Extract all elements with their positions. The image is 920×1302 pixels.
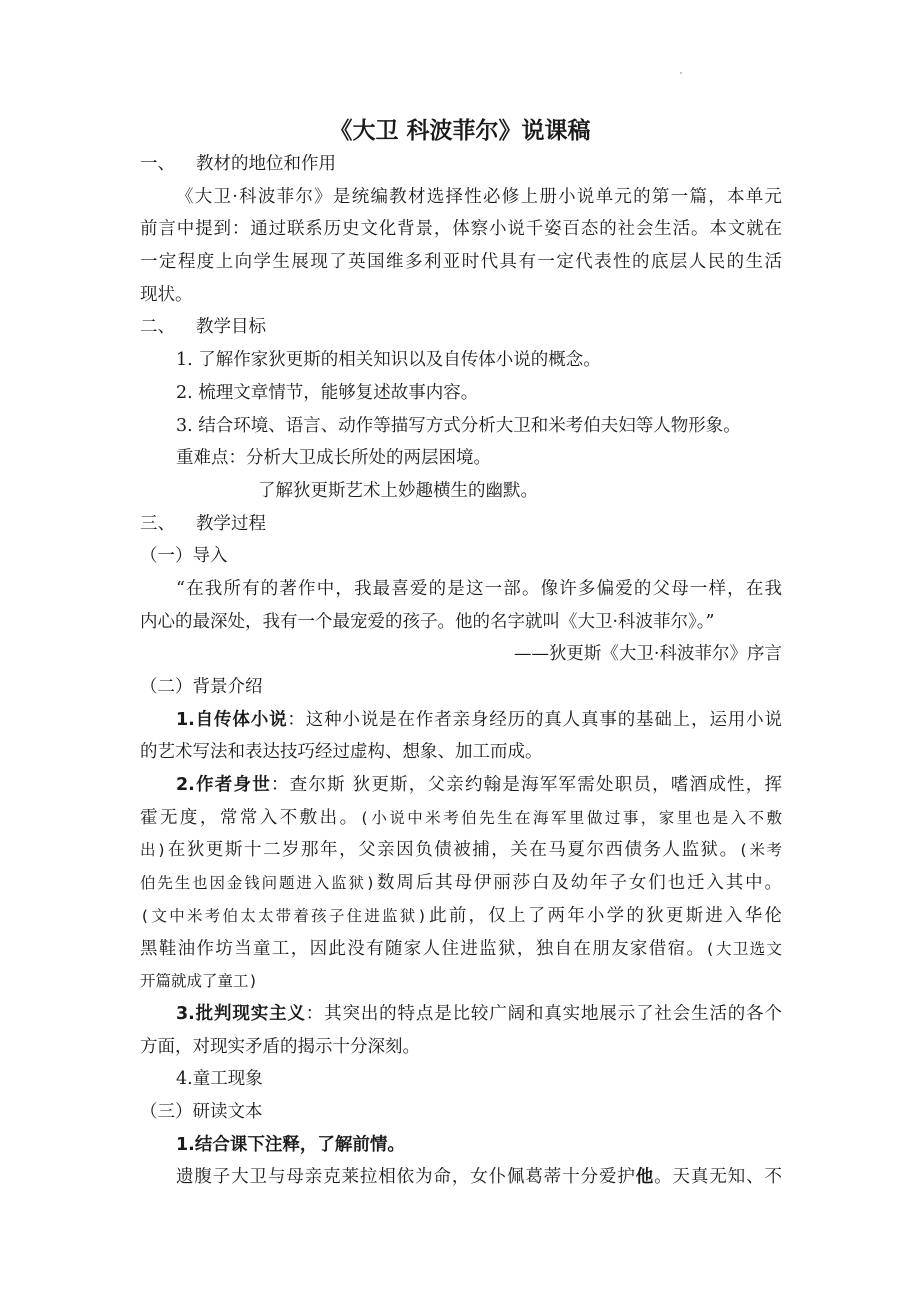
paragraph-line: 的艺术写法和表达技巧经过虚构、想象、加工而成。 bbox=[140, 742, 543, 763]
paragraph-line: 一定程度上向学生展现了英国维多利亚时代具有一定代表性的底层人民的生活 bbox=[140, 252, 782, 273]
paragraph-line: 《大卫·科波菲尔》是统编教材选择性必修上册小说单元的第一篇，本单元 bbox=[176, 186, 782, 207]
subsection-heading: （三）研读文本 bbox=[140, 1101, 263, 1122]
section-title: 教学目标 bbox=[196, 317, 266, 338]
paragraph-line: 2.作者身世：查尔斯 狄更斯，父亲约翰是海军军需处职员，嗜酒成性，挥 bbox=[176, 775, 782, 796]
paragraph-line: (文中米考伯太太带着孩子住进监狱)此前，仅上了两年小学的狄更斯进入华伦 bbox=[140, 905, 783, 926]
paragraph-line: 霍无度，常常入不敷出。(小说中米考伯先生在海军里做过事，家里也是入不敷 bbox=[140, 807, 783, 828]
paragraph-line: 1.自传体小说：这种小说是在作者亲身经历的真人真事的基础上，运用小说 bbox=[176, 709, 782, 730]
quote-line: 内心的最深处，我有一个最宠爱的孩子。他的名字就叫《大卫·科波菲尔》。” bbox=[140, 611, 715, 632]
section-number: 一、 bbox=[140, 154, 175, 174]
term-label: 1.自传体小说 bbox=[176, 709, 288, 730]
annotation-note: 伯先生也因金钱问题进入监狱) bbox=[140, 874, 376, 893]
subsection-heading: （二）背景介绍 bbox=[140, 677, 263, 697]
goal-item: 1. 了解作家狄更斯的相关知识以及自传体小说的概念。 bbox=[176, 350, 601, 371]
term-label: 1.结合课下注释，了解前情。 bbox=[176, 1134, 405, 1155]
paragraph-line: 现状。 bbox=[140, 284, 193, 305]
quote-line: “在我所有的著作中，我最喜爱的是这一部。像许多偏爱的父母一样，在我 bbox=[176, 578, 782, 599]
paragraph-line bbox=[140, 965, 782, 998]
quote-source: ——狄更斯《大卫·科波菲尔》序言 bbox=[513, 644, 782, 665]
paragraph-line bbox=[140, 1129, 782, 1162]
section-heading bbox=[140, 508, 782, 541]
term-label: 3.批判现实主义 bbox=[176, 1003, 306, 1024]
document-title: 《大卫 科波菲尔》说课稿 bbox=[329, 118, 591, 144]
paragraph-line: 前言中提到：通过联系历史文化背景，体察小说千姿百态的社会生活。本文就在 bbox=[140, 219, 782, 240]
term-label: 2.作者身世 bbox=[176, 775, 271, 796]
section-number: 二、 bbox=[140, 317, 175, 338]
annotation-note: 出) bbox=[140, 841, 167, 860]
document-body bbox=[140, 148, 782, 1194]
paragraph-line: 3.批判现实主义：其突出的特点是比较广阔和真实地展示了社会生活的各个 bbox=[176, 1003, 783, 1024]
paragraph-line: 遗腹子大卫与母亲克莱拉相依为命，女仆佩葛蒂十分爱护他。天真无知、不 bbox=[176, 1167, 782, 1188]
key-points bbox=[140, 442, 782, 475]
key-point: 分析大卫成长所处的两层困境。 bbox=[246, 448, 491, 469]
section-number: 三、 bbox=[140, 513, 175, 534]
goal-item: 2. 梳理文章情节，能够复述故事内容。 bbox=[176, 382, 479, 403]
paragraph-line: 出)在狄更斯十二岁那年，父亲因负债被捕，关在马夏尔西债务人监狱。(米考 bbox=[140, 840, 782, 861]
annotation-note: 开篇就成了童工) bbox=[140, 972, 258, 991]
section-heading bbox=[140, 311, 782, 344]
annotation-note: (大卫选文 bbox=[705, 939, 783, 958]
key-point: 了解狄更斯艺术上妙趣横生的幽默。 bbox=[258, 480, 538, 501]
paragraph-line: 黑鞋油作坊当童工，因此没有随家人住进监狱，独自在朋友家借宿。(大卫选文 bbox=[140, 938, 783, 959]
subsection-heading: （一）导入 bbox=[140, 546, 228, 567]
section-heading bbox=[140, 148, 782, 181]
paragraph-line: 方面，对现实矛盾的揭示十分深刻。 bbox=[140, 1036, 420, 1057]
list-item: 4.童工现象 bbox=[176, 1069, 263, 1090]
key-points-label: 重难点： bbox=[176, 448, 246, 469]
annotation-note: (小说中米考伯先生在海军里做过事，家里也是入不敷 bbox=[359, 808, 783, 827]
paragraph-line: 伯先生也因金钱问题进入监狱)数周后其母伊丽莎白及幼年子女们也迁入其中。 bbox=[140, 873, 782, 894]
section-title: 教材的地位和作用 bbox=[196, 154, 336, 174]
annotation-note: (文中米考伯太太带着孩子住进监狱) bbox=[140, 906, 427, 925]
section-title: 教学过程 bbox=[196, 513, 266, 534]
annotation-note: (米考 bbox=[738, 841, 782, 860]
scan-mark bbox=[680, 72, 682, 74]
goal-item: 3. 结合环境、语言、动作等描写方式分析大卫和米考伯夫妇等人物形象。 bbox=[176, 415, 741, 436]
